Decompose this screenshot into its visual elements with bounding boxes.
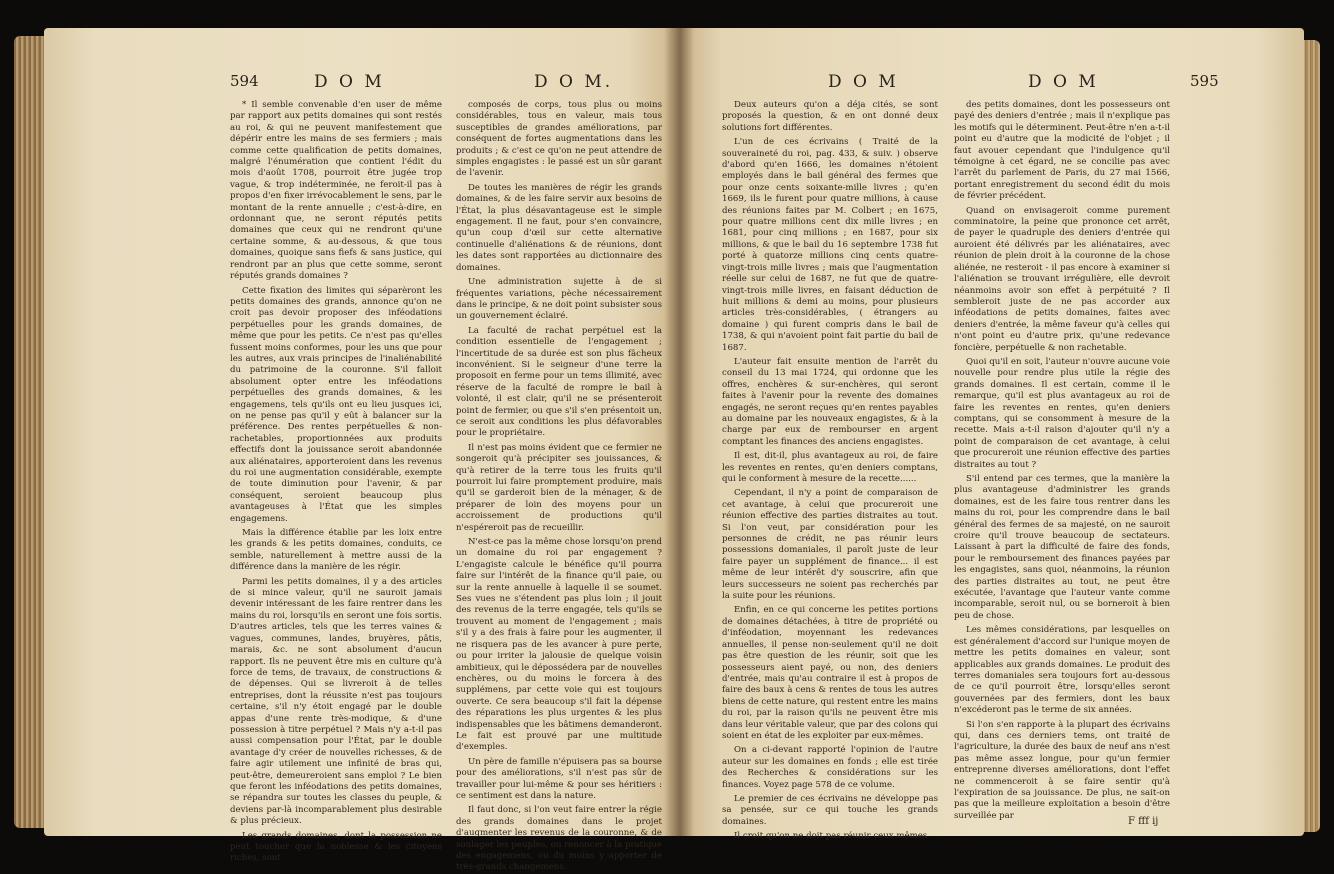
paragraph: Il croit qu'on ne doit pas réunir ceux mêmes	[734, 831, 928, 842]
page-number-right: 595	[1190, 72, 1219, 90]
right-page	[678, 28, 1304, 842]
paragraph: N'est-ce pas la même chose lorsqu'on prend un domaine du roi par engagement ? L'engagiste calcule le bénéfice qu'il pourra faire sur l'intérêt de la finance qu'il paie, ou sur la rente annuelle à laquelle il se soumet. Ses vues ne s'étendent pas plus loin ; il jouit des revenus de la terre engagée, tels qu'ils se trouvent au moment de l'engagement ; mais s'il y a des frais à faire pour les augmenter, il ne risquera pas de les avancer à pure perte, ou pour irriter la jalousie de quelque voisin ambitieux, qui le dépossédera par de nouvelles enchères, ou du moins le forcera à des supplémens, par cette voie qui est toujours ouverte. Ce sera beaucoup s'il fait la dépense des réparations les plus urgentes & les plus indispensables que les bâtimens demanderont. Le fait est prouvé par une multitude d'exemples.	[456, 537, 662, 753]
right-page-column-2	[954, 100, 1170, 821]
paragraph: Il est, dit-il, plus avantageux au roi, de faire les reventes en rentes, qu'en deniers comptans, qui le conforment à mesure de la recette......	[722, 451, 938, 484]
paragraph: L'auteur fait ensuite mention de l'arrêt du conseil du 13 mai 1724, qui ordonne que les offres, enchères & sur-enchères, qui seront faites à l'avenir pour la revente des domaines engagés, ne seront reçues qu'en rentes payables au domaine par les nouveaux engagistes, & à la charge par eux de rembourser en argent comptant les finances des anciens engagistes.	[722, 356, 938, 447]
paragraph: Si l'on s'en rapporte à la plupart des écrivains qui, dans ces derniers tems, ont traité de l'agriculture, la durée des baux de neuf ans n'est pas même assez longue, pour qu'un fermier entreprenne diverses améliorations, dont l'effet ne commenceroit à se faire sentir qu'à l'expiration de sa jouissance. De plus, ne sait-on pas que la meilleure exploitation a besoin d'être surveillée par	[954, 719, 1170, 821]
paragraph: Une administration sujette à de si fréquentes variations, pèche nécessairement dans le principe, & ne doit point subsister sous un gouvernement éclairé.	[456, 277, 662, 322]
running-head-right-1: D O M	[828, 72, 899, 92]
paragraph: S'il entend par ces termes, que la manière la plus avantageuse d'administrer les grands domaines, est de les faire tous rentrer dans les mains du roi, pour les comprendre dans le bail général des fermes de sa majesté, on ne sauroit croire qu'il trouve beaucoup de sectateurs. Laissant à part la difficulté de faire des fonds, pour le remboursement des finances payées par les engagistes, sans quoi, néanmoins, la réunion des parties distraites au tout, ne peut être exécutée, l'avantage que l'auteur vante comme incomparable, seroit nul, ou se borneroit à bien peu de chose.	[954, 474, 1170, 621]
left-page	[44, 28, 678, 873]
paragraph: Les grands domaines, dont la possession ne peut toucher que la noblesse & les citoyens riches, sont	[230, 830, 442, 864]
right-page-column-1	[722, 100, 938, 842]
paragraph: des petits domaines, dont les possesseurs ont payé des deniers d'entrée ; mais il n'explique pas les motifs qui le déterminent. Peut-être n'en a-t-il point eu d'autre que la modicité de l'objet ; il faut avouer cependant que l'indulgence qu'il témoigne à cet égard, ne se concilie pas avec l'arrêt du parlement de Paris, du 27 mai 1566, portant enregistrement du second édit du mois de février précédent.	[954, 100, 1170, 202]
paragraph: * Il semble convenable d'en user de même par rapport aux petits domaines qui sont restés au roi, & qui ne peuvent manifestement que dépérir entre les mains de ses fermiers ; mais comme cette qualification de petits domaines, malgré l'énumération que contient l'édit du mois d'août 1708, pourroit être jugée trop vague, & trop indéterminée, ne feroit-il pas à propos d'en fixer irrévocablement le sens, par le montant de la rente annuelle ; c'est-à-dire, en ordonnant que, ne seront réputés petits domaines que ceux qui ne rendront qu'une certaine somme, & au-dessous, & que tous domaines, quoique sans fiefs & sans justice, qui rendront par an plus que cette somme, seront réputés grands domaines ?	[230, 100, 442, 282]
paragraph: Cette fixation des limites qui séparèront les petits domaines des grands, annonce qu'on ne croit pas devoir proposer des inféodations perpétuelles pour les grands domaines, de même que pour les petits. Ce n'est pas qu'elles fussent moins conformes, pour les uns que pour les autres, aux vrais principes de l'inaliénabilité du patrimoine de la couronne. S'il falloit absolument opter entre les inféodations perpétuelles des grands domaines, & les engagemens, tels qu'ils ont eu lieu jusques ici, on ne pense pas qu'il y eût à balancer sur la préférence. Des rentes perpétuelles & non-rachetables, proportionnées aux produits effectifs dont la jouissance seroit abandonnée aux aliénataires, apporteroient dans les revenus du roi une augmentation considérable, exempte de toute diminution pour l'avenir, & par conséquent, seroient beaucoup plus avantageuses à l'État que les simples engagemens.	[230, 285, 442, 524]
paragraph: Quoi qu'il en soit, l'auteur n'ouvre aucune voie nouvelle pour rendre plus utile la régie des grands domaines. Il est certain, comme il le remarque, qu'il est plus avantageux au roi de faire les reventes en rentes, qu'en deniers comptans, qui se consomment à mesure de la recette. Mais a-t-il raison d'ajouter qu'il n'y a point de comparaison de cet avantage, à celui que procureroit une réunion effective des parties distraites au tout ?	[954, 356, 1170, 470]
paragraph: De toutes les manières de régir les grands domaines, & de les faire servir aux besoins de l'État, la plus désavantageuse est le simple engagement. Il ne faut, pour s'en convaincre, qu'un coup d'œil sur cette alternative continuelle d'aliénations & de réunions, dont les dates sont rapportées au dictionnaire des domaines.	[456, 182, 662, 273]
paragraph: Il faut donc, si l'on veut faire entrer la régie des grands domaines dans le projet d'augmenter les revenus de la couronne, & de soulager les peuples, ou renoncer à la pratique des engagemens, ou du moins y apporter de très-grands changemens.	[456, 805, 662, 873]
paragraph: Deux auteurs qu'on a déja cités, se sont proposés la question, & en ont donné deux solutions fort différentes.	[722, 100, 938, 133]
paragraph: composés de corps, tous plus ou moins considérables, tous en valeur, mais tous susceptibles de grandes améliorations, par conséquent de fortes augmentations dans les produits ; & c'est ce qu'on ne peut attendre de simples engagistes : le passé est un sûr garant de l'avenir.	[456, 100, 662, 179]
running-head-left-2: D O M.	[534, 72, 614, 92]
paragraph: On a ci-devant rapporté l'opinion de l'autre auteur sur les domaines en fonds ; elle est tirée des Recherches & considérations sur les finances. Voyez page 578 de ce volume.	[722, 745, 938, 790]
paragraph: La faculté de rachat perpétuel est la condition essentielle de l'engagement ; l'incertitude de sa durée est son plus fâcheux inconvénient. Si le seigneur d'une terre la proposoit en ferme pour un tems illimité, avec réserve de la faculté de rompre le bail à volonté, il est clair, qu'il ne se présenteroit point de fermier, ou que s'il s'en présentoit un, ce seroit aux conditions les plus défavorables pour le propriétaire.	[456, 325, 662, 439]
paragraph: Enfin, en ce qui concerne les petites portions de domaines détachées, à titre de propriété ou d'inféodation, moyennant les redevances annuelles, il pense non-seulement qu'il ne doit pas être question de les réunir, soit que les possesseurs aient payé, ou non, des deniers d'entrée, mais qu'au contraire il est à propos de faire des baux à cens & rentes de tous les autres biens de cette nature, qui restent entre les mains du roi, par la raison qu'ils ne peuvent être mis dans leur véritable valeur, que par des colons qui soient en état de les exploiter par eux-mêmes.	[722, 605, 938, 741]
paragraph: Cependant, il n'y a point de comparaison de cet avantage, à celui que procureroit une réunion effective des parties distraites au tout. Si l'on veut, par considération pour les personnes de crédit, ne pas réunir leurs possessions domaniales, il paroît juste de leur faire payer un supplément de finance... il est même de leur intérêt d'y souscrire, afin que leurs successeurs ne soient pas recherchés par la suite pour les réunions.	[722, 488, 938, 602]
paragraph: Mais la différence établie par les loix entre les grands & les petits domaines, conduits, ce semble, naturellement à mettre aussi de la différence dans la manière de les régir.	[230, 528, 442, 573]
book-gutter-shadow	[664, 28, 694, 836]
paragraph: Le premier de ces écrivains ne développe pas sa pensée, sur ce qui touche les grands domaines.	[722, 793, 938, 827]
left-page-column-1	[230, 100, 442, 864]
paragraph: Il n'est pas moins évident que ce fermier ne songeroit qu'à précipiter ses jouissances, & qu'à retirer de la terre tous les fruits qu'il pourroit lui faire promptement produire, mais qu'il se garderoit bien de la ménager, & de préparer de loin des moyens pour un accroissement de productions qu'il n'espéreroit pas de recueillir.	[456, 442, 662, 533]
paragraph: Un père de famille n'épuisera pas sa bourse pour des améliorations, s'il n'est pas sûr de travailler pour lui-même & pour ses héritiers : ce sentiment est dans la nature.	[456, 756, 662, 801]
left-page-column-2	[456, 100, 662, 873]
paragraph: Quand on envisageroit comme purement comminatoire, la peine que prononce cet arrêt, de payer le quadruple des deniers d'entrée qui auroient été délivrés par les aliénataires, avec réunion de plein droit à la couronne de la chose aliénée, ne resteroit - il pas encore à examiner si l'aliénation se trouvant irrégulière, elle devroit néanmoins avoir son effet à perpétuité ? Il sembleroit juste de ne pas accorder aux inféodations de petits domaines, faites avec deniers d'entrée, la même faveur qu'à celles qui n'ont point eu d'autre prix, qu'une redevance foncière, perpétuelle & non rachetable.	[954, 205, 1170, 353]
paragraph: Les mêmes considérations, par lesquelles on est généralement d'accord sur l'unique moyen de mettre les petits domaines en valeur, sont applicables aux grands domaines. Le produit des terres domaniales sera toujours fort au-dessous de ce qu'il pourroit être, lorsqu'elles seront gouvernées par des fermiers, dont les baux n'excéderont pas le terme de six années.	[954, 625, 1170, 716]
paragraph: L'un de ces écrivains ( Traité de la souveraineté du roi, pag. 433, & suiv. ) observe d'abord qu'en 1666, les domaines n'étoient employés dans le bail général des fermes que pour onze cents soixante-mille livres ; qu'en 1669, ils le furent pour quatre millions, à cause des réunions faites par M. Colbert ; en 1675, pour quatre millions cent dix mille livres ; en 1681, pour cinq millions ; en 1687, pour six millions, & que le bail du 16 septembre 1738 fut porté à quatorze millions cinq cents quatre-vingt-trois mille livres ; mais que l'augmentation réelle sur celui de 1687, ne fut que de quatre-vingt-trois mille livres, en faisant déduction de huit millions & demi au moins, pour plusieurs articles très-considérables, ( étrangers au domaine ) qui furent compris dans le bail de 1738, & qui n'avoient point fait partie du bail de 1687.	[722, 137, 938, 353]
page-number-left: 594	[230, 72, 259, 90]
paragraph: Parmi les petits domaines, il y a des articles de si mince valeur, qu'il ne sauroit jamais devenir intéressant de les faire rentrer dans les mains du roi, lorsqu'ils en seront une fois sortis. D'autres articles, tels que les terres vaines & vagues, communes, landes, bruyères, pâtis, marais, &c. ne sont absolument d'aucun rapport. Ils ne peuvent être mis en culture qu'à force de tems, de travaux, de constructions & de dépenses. Qui se livreroit à de telles entreprises, dont la réussite n'est pas toujours certaine, s'il n'y étoit engagé par le double appas d'une rente très-modique, & d'une possession à titre perpétuel ? Mais n'y a-t-il pas aussi compensation pour l'État, par le double avantage d'y créer de nouvelles richesses, & de faire agir utilement une infinité de bras qui, peut-être, demeureroient sans emploi ? Le bien que feront les inféodations des petits domaines, se répandra sur toutes les classes du peuple, & deviens par-là incomparablement plus desirable & plus précieux.	[230, 576, 442, 827]
signature-mark: F fff ij	[1128, 816, 1159, 827]
running-head-right-2: D O M	[1028, 72, 1099, 92]
running-head-left-1: D O M	[314, 72, 385, 92]
